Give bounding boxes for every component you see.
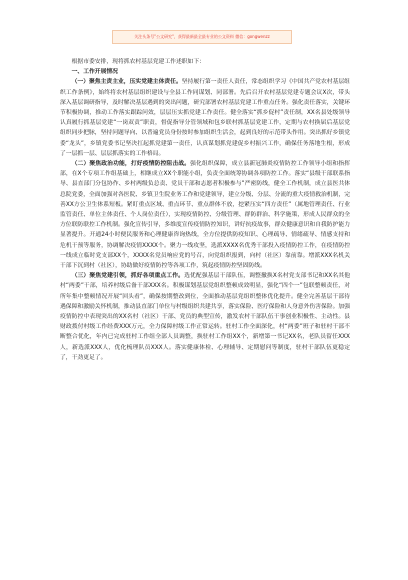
- watermark-banner: 关注头条号"公文研究"，获得最新最全最专业的公文资料 微信：gongwenzz: [112, 30, 292, 44]
- intro-paragraph: 根据市委安排，现将抓农村基层党建工作述职如下：: [71, 59, 205, 65]
- paragraph-2: [60, 159, 350, 271]
- paragraph-3: [60, 271, 350, 363]
- paragraph-2-body: 强化组织保障，成立县新冠肺炎疫情防控工作领导小组和指挥部，在X个专项工作组基础上，相继成立XX个职能小组，负责全面统筹协调各项防控工作。落实“县级干部联系指导、县直部门分包协作、乡村两级负总责、党员干部和志愿者积极参与”严密防线，健全工作机制，成立县医共体总院党委，全面加强对各医院、乡镇卫生院业务工作和党建领导，建立分级、分层、分流的重大疫情救治机制，完善XX方公卫生体系短板。紧盯重点区域、重点环节、重点群体不放，挖紧压实“四方责任”（属地管理责任、行业监管责任、单位主体责任、个人岗位责任），实现疫情防控、分级管理、群防群治、科学施策，形成人民群众的全方位联防联控工作机制。强化宣传引导，多维度宣传疫情防控知识，讲好抗疫故事，群众健康意识和自我防护能力显著提升。开通24小时便民服务和心理健康咨询热线，全方位提供防疫知识、心理疏导、情绪疏导、情感支持和危机干预等服务，协调解决疫情XXXX个。聚力一线攻坚，选派XXXX名优秀干部投入疫情防控工作，在疫情防控一线成立临时党支部XX个，XXXX名党员响应党的号召，向党组织报到，向村（社区）靠前靠。增派XXX名机关干部下沉到村（社区），协助做好疫情防控等各项工作，筑起疫情防控坚固防线。: [60, 161, 350, 270]
- paragraph-3-body: 选优配强基层干部队伍，调整撤换X名村党支部书记和XX名其他村“两委”干部，培养村级后备干部XXX名。积极谋划基层党组织整顿成效明显，强化“四个一”包联整顿责任，对所年集中整顿情况开展“回头看”，确保按期整改到位，全面推动基层党组织整体优化提升。健全完善基层干部待遇保障和激励关怀机制，推动县直部门单位与村级组织共建共享，落实保险、医疗保险和人身意外伤害保险。加强疫情防控中表现突出的XX名村（社区）干部、党员的典型宣传，激发农村干部队伍干事创业积极性、主动性。县财政拨付村级工作经费XXX万元，全力保障村级工作正常运转。驻村工作全面深化，村“两委”班子和驻村干部不断整合优化，年内已完成驻村工作组全部人员调整，换驻村工作组XX个，新增第一书记XX名，老队员留任XXX人，新选派XXX人，优化梳理队员XXX人。落实健康体检、心理辅导、定期慰问等制度，驻村干部队伍更稳定了，干劲更足了。: [60, 273, 350, 361]
- paragraph-1-lead: （一）聚焦主责主业，压实党建主体责任。: [71, 79, 182, 86]
- section-heading: 一、工作开展情况: [71, 69, 118, 76]
- paragraph-1-body: 坚持履行第一责任人责任，常态组织学习《中国共产党农村基层组织工作条例》，始终将农村基层组织建设与全县工作同谋划、同部署。先后召开农村基层党建专题会议X次，带头深入基层调研指导，及时解决基层遇到的突出问题，研究部署农村基层党建工作重点任务。强化责任落实，关键环节积极协调，推动工作落实跟踪问效，层层压实抓党建工作责任。健全落实“抓乡促村”责任制，XX名县处级领导认真履行抓基层党建“一岗双责”职责，督促指导分管领域和包乡联村抓基层党建工作，定期与农村换届后基层党组织同步把脉，坚持问题导向、以普遍党员身份按时参加组织生活会，起到良好的示范带头作用。突出抓好乡镇党委“龙头”，乡镇党委书记坚决扛起抓党建第一责任，认真谋划抓党建促乡村振兴工作，确保任务落地生根，形成了一层抓一层、层层抓落实的工作格局。: [60, 79, 350, 157]
- paragraph-2-lead: （二）聚焦政治功能，打好疫情防控阻击战。: [71, 161, 191, 168]
- document-body: [60, 57, 350, 363]
- paragraph-3-lead: （三）聚焦党建引领，抓好各项重点工作。: [71, 273, 185, 280]
- paragraph-1: [60, 77, 350, 159]
